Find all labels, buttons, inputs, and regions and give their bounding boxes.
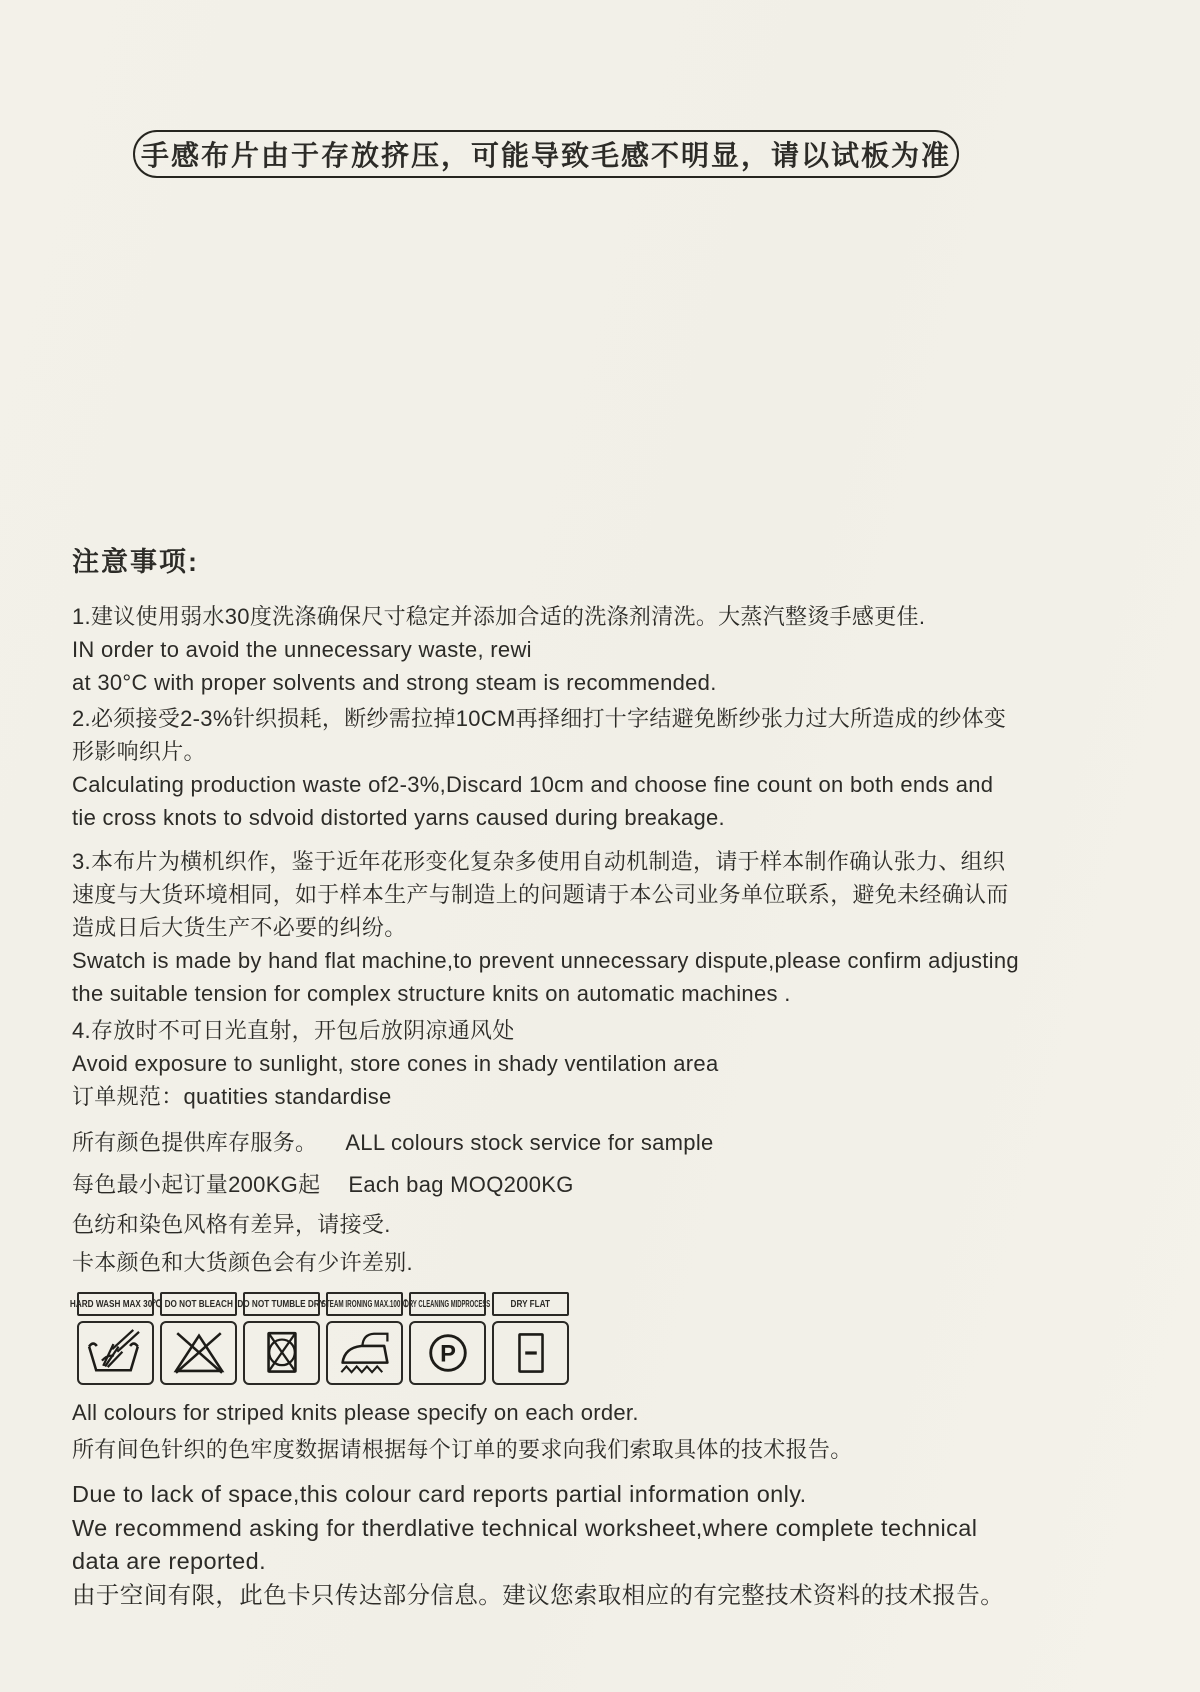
footer-line: 由于空间有限，此色卡只传达部分信息。建议您索取相应的有完整技术资料的技术报告。 xyxy=(72,1581,1005,1608)
footer-line: We recommend asking for therdlative technical worksheet,where complete technical xyxy=(72,1514,978,1541)
svg-text:P: P xyxy=(439,1341,456,1368)
notice-item-1 xyxy=(72,600,1062,699)
moq-zh: 每色最小起订量200KG起 xyxy=(72,1172,321,1197)
notice-line: the suitable tension for complex structure knits on automatic machines . xyxy=(72,981,791,1006)
handfeel-warning-banner xyxy=(133,130,959,178)
notice-item-4 xyxy=(72,1014,1062,1113)
notice-line: 3.本布片为横机织作，鉴于近年花形变化复杂多使用自动机制造，请于样本制作确认张力、组织 xyxy=(72,849,1006,874)
striped-order-line-en: All colours for striped knits please specify on each order. xyxy=(72,1400,639,1425)
dry-flat-icon xyxy=(492,1321,569,1385)
do-not-tumble-dry-icon xyxy=(243,1321,320,1385)
notice-line: 4.存放时不可日光直射，开包后放阴凉通风处 xyxy=(72,1018,515,1043)
care-label: DO NOT TUMBLE DRY xyxy=(243,1292,320,1316)
notice-item-3 xyxy=(72,845,1062,1010)
notice-line: at 30°C with proper solvents and strong steam is recommended. xyxy=(72,670,717,695)
notice-line: 订单规范：quatities standardise xyxy=(72,1084,392,1109)
care-hand-wash xyxy=(69,1292,162,1385)
footer-line: data are reported. xyxy=(72,1548,267,1574)
card-colour-line: 卡本颜色和大货颜色会有少许差别. xyxy=(72,1250,413,1275)
notice-line: Swatch is made by hand flat machine,to prevent unnecessary dispute,please confirm adjusting xyxy=(72,948,1019,973)
notice-line: 形影响织片。 xyxy=(72,739,206,764)
moq-en: Each bag MOQ200KG xyxy=(348,1172,574,1197)
care-label: DO NOT BLEACH xyxy=(160,1292,237,1316)
notice-line: tie cross knots to sdvoid distorted yarns caused during breakage. xyxy=(72,805,725,830)
notice-line: 速度与大货环境相同，如于样本生产与制造上的问题请于本公司业务单位联系，避免未经确认而 xyxy=(72,882,1009,907)
dry-clean-icon xyxy=(409,1321,486,1385)
stock-service-zh: 所有颜色提供库存服务。 xyxy=(72,1130,318,1155)
style-difference-line: 色纺和染色风格有差异，请接受. xyxy=(72,1212,391,1237)
steam-iron-icon xyxy=(326,1321,403,1385)
notice-line: IN order to avoid the unnecessary waste, rewi xyxy=(72,637,532,662)
notice-line: Avoid exposure to sunlight, store cones in shady ventilation area xyxy=(72,1051,719,1076)
care-dry-flat xyxy=(492,1292,569,1385)
care-do-not-bleach xyxy=(160,1292,237,1385)
stock-service-line xyxy=(72,1126,714,1157)
stock-service-en: ALL colours stock service for sample xyxy=(345,1130,714,1155)
care-steam-iron xyxy=(321,1292,408,1385)
care-do-not-tumble-dry xyxy=(237,1292,326,1385)
page-title: 注意事项: xyxy=(72,547,199,577)
notice-line: 1.建议使用弱水30度洗涤确保尺寸稳定并添加合适的洗涤剂清洗。大蒸汽整烫手感更佳. xyxy=(72,604,926,629)
notice-item-2 xyxy=(72,702,1062,834)
banner-text: 手感布片由于存放挤压，可能导致毛感不明显，请以试板为准 xyxy=(140,140,951,171)
care-label: DRY CLEANING MIDPROCESS xyxy=(409,1292,486,1316)
care-label: DRY FLAT xyxy=(492,1292,569,1316)
hand-wash-icon xyxy=(77,1321,154,1385)
care-label: HARD WASH MAX 30℃ xyxy=(77,1292,154,1316)
space-limitation-note xyxy=(72,1478,1004,1612)
notice-line: 2.必须接受2-3%针织损耗，断纱需拉掉10CM再择细打十字结避免断纱张力过大所造成的纱体变 xyxy=(72,706,1007,731)
notice-line: 造成日后大货生产不必要的纠纷。 xyxy=(72,915,407,940)
do-not-bleach-icon xyxy=(160,1321,237,1385)
footer-line: Due to lack of space,this colour card reports partial information only. xyxy=(72,1481,807,1507)
care-symbols-row xyxy=(69,1292,569,1385)
moq-line xyxy=(72,1168,574,1199)
notice-line: Calculating production waste of2-3%,Discard 10cm and choose fine count on both ends and xyxy=(72,772,994,797)
care-dry-clean xyxy=(404,1292,491,1385)
care-label: STEAM IRONING MAX.100℃ xyxy=(326,1292,403,1316)
striped-order-line-zh: 所有间色针织的色牢度数据请根据每个订单的要求向我们索取具体的技术报告。 xyxy=(72,1437,853,1462)
